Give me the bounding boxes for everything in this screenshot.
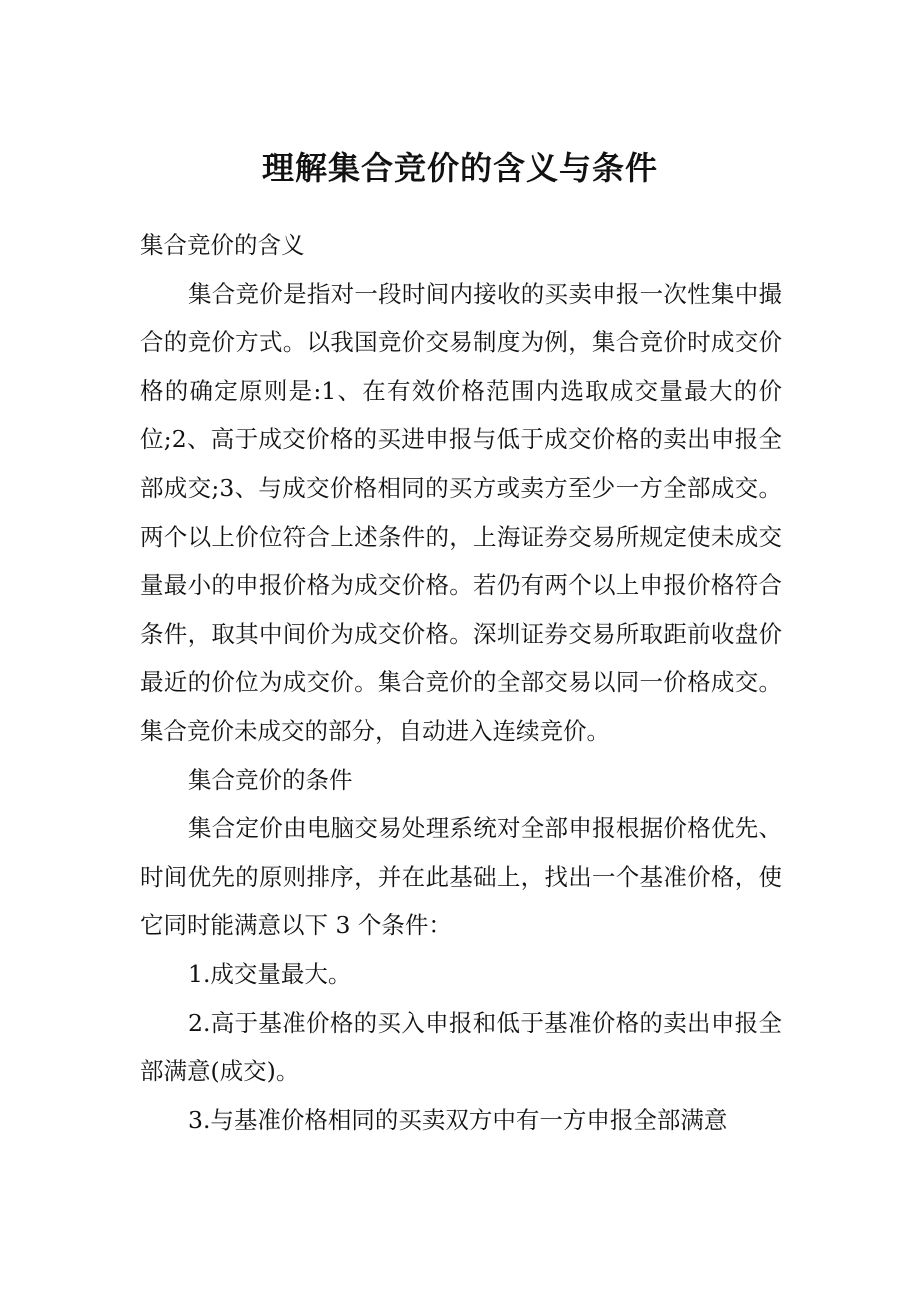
section-heading-meaning: 集合竞价的含义	[140, 231, 305, 259]
document-body	[140, 221, 782, 1144]
condition-item-3: 3.与基准价格相同的买卖双方中有一方申报全部满意	[188, 1105, 728, 1134]
paragraph-meaning: 集合竞价是指对一段时间内接收的买卖申报一次性集中撮合的竞价方式。以我国竞价交易制度为例，集合竞价时成交价格的确定原则是:1、在有效价格范围内选取成交量最大的价位;2、高于成交价格的买进申报与低于成交价格的卖出申报全部成交;3、与成交价格相同的买方或卖方至少一方全部成交。两个以上价位符合上述条件的，上海证券交易所规定使未成交量最小的申报价格为成交价格。若仍有两个以上申报价格符合条件，取其中间价为成交价格。深圳证券交易所取距前收盘价最近的价位为成交价。集合竞价的全部交易以同一价格成交。集合竞价未成交的部分，自动进入连续竞价。	[140, 279, 782, 745]
paragraph-conditions-intro: 集合定价由电脑交易处理系统对全部申报根据价格优先、时间优先的原则排序，并在此基础上，找出一个基准价格，使它同时能满意以下 3 个条件：	[140, 814, 782, 940]
condition-item-1: 1.成交量最大。	[188, 959, 352, 988]
document-title: 理解集合竞价的含义与条件	[261, 149, 658, 187]
condition-item-2: 2.高于基准价格的买入申报和低于基准价格的卖出申报全部满意(成交)。	[140, 1008, 782, 1086]
section-heading-conditions: 集合竞价的条件	[188, 765, 353, 794]
